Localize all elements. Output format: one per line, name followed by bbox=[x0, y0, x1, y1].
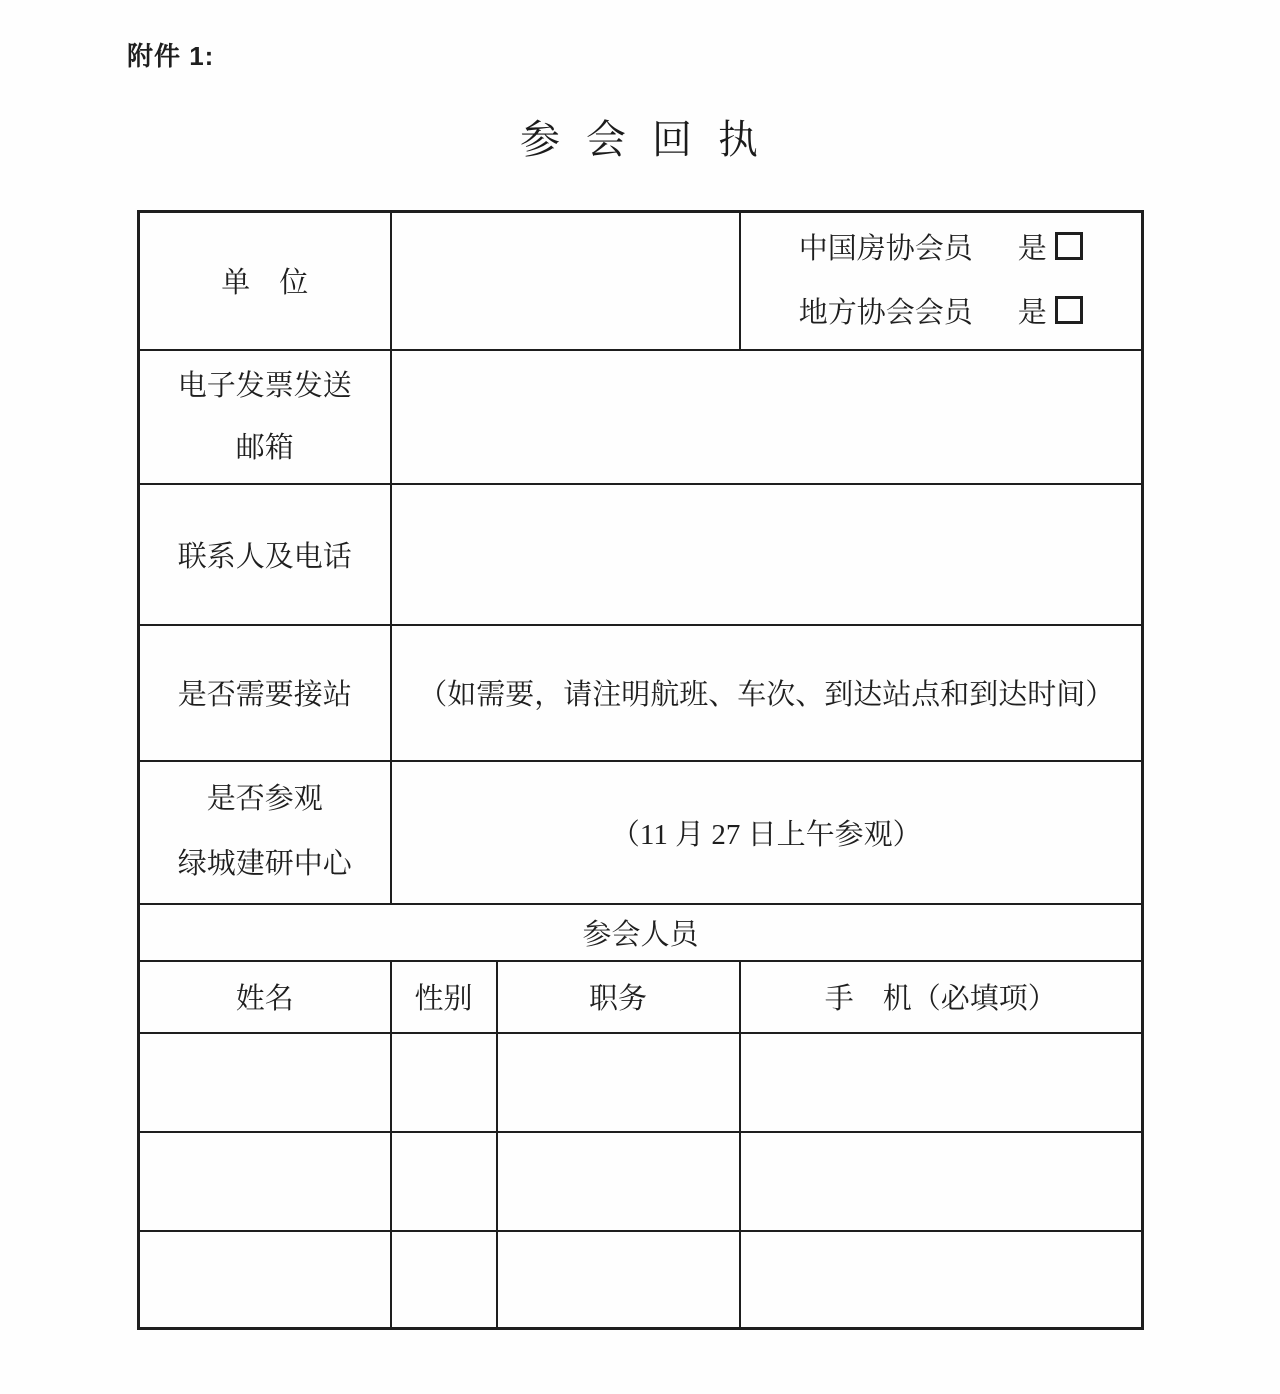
visit-value-cell bbox=[391, 761, 1143, 904]
attendees-header-row bbox=[139, 961, 1143, 1033]
unit-label: 单 位 bbox=[221, 267, 309, 300]
contact-label: 联系人及电话 bbox=[177, 540, 352, 573]
attendees-section-row bbox=[139, 904, 1143, 961]
visit-label-line2: 绿城建研中心 bbox=[177, 848, 352, 880]
attendee-phone-cell bbox=[740, 1231, 1143, 1329]
attendee-gender-cell bbox=[391, 1231, 497, 1329]
page-title: 参 会 回 执 bbox=[520, 117, 758, 162]
pickup-hint: （如需要，请注明航班、车次、到达站点和到达时间） bbox=[418, 679, 1115, 711]
pickup-value-cell bbox=[391, 625, 1143, 761]
attendee-position-cell bbox=[497, 1132, 740, 1231]
local-association-member-line bbox=[741, 296, 1142, 330]
invoice-email-label-line2: 邮箱 bbox=[235, 431, 294, 464]
attendee-header-gender: 性别 bbox=[391, 961, 497, 1033]
attendee-row bbox=[139, 1033, 1143, 1132]
local-association-checkbox-icon bbox=[1055, 296, 1083, 324]
contact-label-cell bbox=[139, 484, 391, 625]
reply-form-table bbox=[137, 210, 1144, 1330]
invoice-email-row bbox=[139, 350, 1143, 484]
visit-hint: （11 月 27 日上午参观） bbox=[610, 818, 922, 851]
attendee-name-cell bbox=[139, 1033, 391, 1132]
attendees-section-label: 参会人员 bbox=[582, 918, 699, 951]
pickup-label: 是否需要接站 bbox=[177, 679, 352, 711]
invoice-email-label bbox=[140, 355, 390, 479]
contact-value-cell bbox=[391, 484, 1143, 625]
attendee-header-phone: 手 机（必填项） bbox=[740, 961, 1143, 1033]
pickup-row bbox=[139, 625, 1143, 761]
invoice-email-value-cell bbox=[391, 350, 1143, 484]
attendees-section-cell bbox=[139, 904, 1143, 961]
china-association-yes-label: 是 bbox=[1017, 232, 1047, 265]
visit-row bbox=[139, 761, 1143, 904]
attendee-row bbox=[139, 1132, 1143, 1231]
china-association-member-line bbox=[741, 232, 1142, 266]
attendee-gender-cell bbox=[391, 1033, 497, 1132]
attendee-row bbox=[139, 1231, 1143, 1329]
invoice-email-label-cell bbox=[139, 350, 391, 484]
contact-row bbox=[139, 484, 1143, 625]
membership-cell bbox=[740, 212, 1143, 350]
visit-label bbox=[140, 767, 390, 897]
attendee-header-position: 职务 bbox=[497, 961, 740, 1033]
unit-row bbox=[139, 212, 1143, 350]
attendee-name-cell bbox=[139, 1231, 391, 1329]
attendee-position-cell bbox=[497, 1231, 740, 1329]
visit-label-line1: 是否参观 bbox=[206, 783, 323, 815]
unit-value-cell bbox=[391, 212, 740, 350]
attendee-position-cell bbox=[497, 1033, 740, 1132]
local-association-yes-label: 是 bbox=[1017, 296, 1047, 329]
attendee-phone-cell bbox=[740, 1132, 1143, 1231]
china-association-member-label: 中国房协会员 bbox=[798, 232, 973, 265]
attendee-phone-cell bbox=[740, 1033, 1143, 1132]
unit-label-cell bbox=[139, 212, 391, 350]
invoice-email-label-line1: 电子发票发送 bbox=[177, 369, 352, 402]
attendee-name-cell bbox=[139, 1132, 391, 1231]
attendee-gender-cell bbox=[391, 1132, 497, 1231]
attachment-label: 附件 1: bbox=[127, 41, 215, 71]
local-association-member-label: 地方协会会员 bbox=[798, 296, 973, 329]
attendee-header-name: 姓名 bbox=[139, 961, 391, 1033]
china-association-checkbox-icon bbox=[1055, 232, 1083, 260]
visit-label-cell bbox=[139, 761, 391, 904]
pickup-label-cell bbox=[139, 625, 391, 761]
